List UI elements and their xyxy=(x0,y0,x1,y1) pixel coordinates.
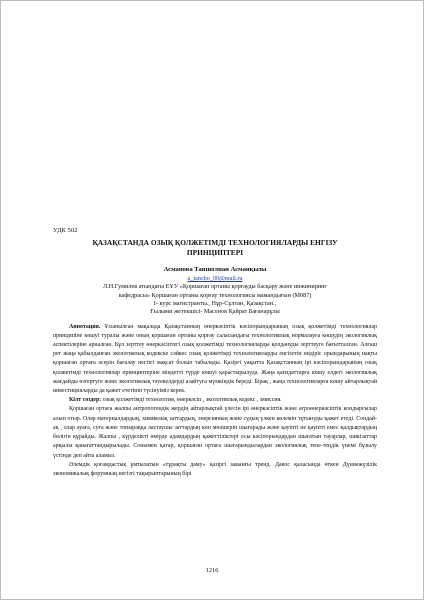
keywords-label: Кілт создер: xyxy=(69,397,102,404)
annotation-text: Ұсынылған мақалада Қазақстанның өнеркәсіптік кәсіпорындарының озық қолжетімді технологиялар принципіне көшуі туралы және оның қоршаған ортаны қорғау саласындағы технологиялық нормалауға көшудің экологиялық аспектілеріне арналған. Бұл зерттеу өнеркәсіптегі озық қолжетімді технологияларды қолдануды зерттеуге бағытталған. Алғаш рет жаңа қабылданған экологиялық кодекске сәйкес озық қолжетімді технологияларды енгізетін өндіріс орындарының нақты қоршаған ортаға әсерін бағалау негізгі мақсат болып табылады. Қазіргі уақытта Қазақстанның ірі кәсіпорындарының озық қолжетімді технологиялар принциптеріне міндетті түрде көшуі қарастырылуда. Жаңа қағидаттарға көшу елдегі экологиялық жағдайды өзгертуге және экологиялық тәуекелдерді азайтуға мүмкіндік береді. Бірақ , жаңа технологияларға көшу айтарлықтай инвестицияларды да қажет ететінін түсінуіміз керек. xyxy=(53,323,377,395)
article-body xyxy=(53,227,377,479)
affiliation-line: кафедрасы» Қоршаған ортаны қорғау технологиясы мамандығын (М087) xyxy=(118,291,312,299)
annotation-paragraph xyxy=(53,323,377,397)
title-line: ПРИНЦИПТЕРІ xyxy=(186,247,244,257)
udk-code: УДК 502 xyxy=(53,227,78,234)
page-number: 1216 xyxy=(205,567,219,574)
affiliation-line: І- курс магистранты., Нұр-Сұлтан, Қазақстан., xyxy=(153,299,277,307)
body-paragraph: Әлемдік қоғамдастық ұмтылатын «тұрақты даму» қазіргі заманғы тренд. Давос қаласында өткен Дүниежүзілік экономикалық форумның негізгі тақырыптарының бірі xyxy=(53,461,377,477)
author-email-link[interactable]: a_tancho_00@mail.ru xyxy=(187,274,243,282)
article-title xyxy=(53,238,377,258)
keywords-paragraph xyxy=(53,396,377,405)
keywords-text: озық қолжетімді технология, өнеркәсіп , экологиялық кодекс , эмиссия. xyxy=(102,397,282,404)
supervisor-line: Ғылыми жетекшісі- Масенов Қайрат Бағанарұлы xyxy=(150,308,280,316)
author-name: Асманова Таншолпан Асманқызы xyxy=(163,265,267,273)
annotation-label: Аннотация. xyxy=(69,323,101,330)
body-paragraph: Қоршаған ортаға жалпы антропогендік жердің айтарлықтай үлесін ірі өнеркәсіптік және агроөнеркәсіптік кондырғылар алып отыр. Олар материалдардың, химиялық заттардың, энергияның және судың үлкен көлемін тұтынуды қажет етеді. Сондай- ақ , олар ауаға, суға және топыраққа ластаушы заттардың көп мөлшерін шығарады және қауіпті не қауіпті емес қалдықтардың бөлігін құрайды. Жалпы , күрделікті өмірде адамдардың қажеттіліктері осы кәсіпорындардан шығатын тауарлар, шикізаттар арқылы қанағаттандырылады. Сонымен қатар, қоршаған ортаға шығарындылардан экологиялық тепе-теңдік үнемі бұзылу үстінде деп айта аламыз. xyxy=(53,406,377,459)
title-line: ҚАЗАҚСТАНДА ОЗЫҚ ҚОЛЖЕТІМДІ ТЕХНОЛОГИЯЛАРДЫ ЕНГІЗУ xyxy=(92,238,338,247)
affiliation-line: Л.Н.Гумилев атындағы ЕҰУ «Қоршаған ортаны қорғауды басқару және инжиниринг xyxy=(103,283,327,291)
